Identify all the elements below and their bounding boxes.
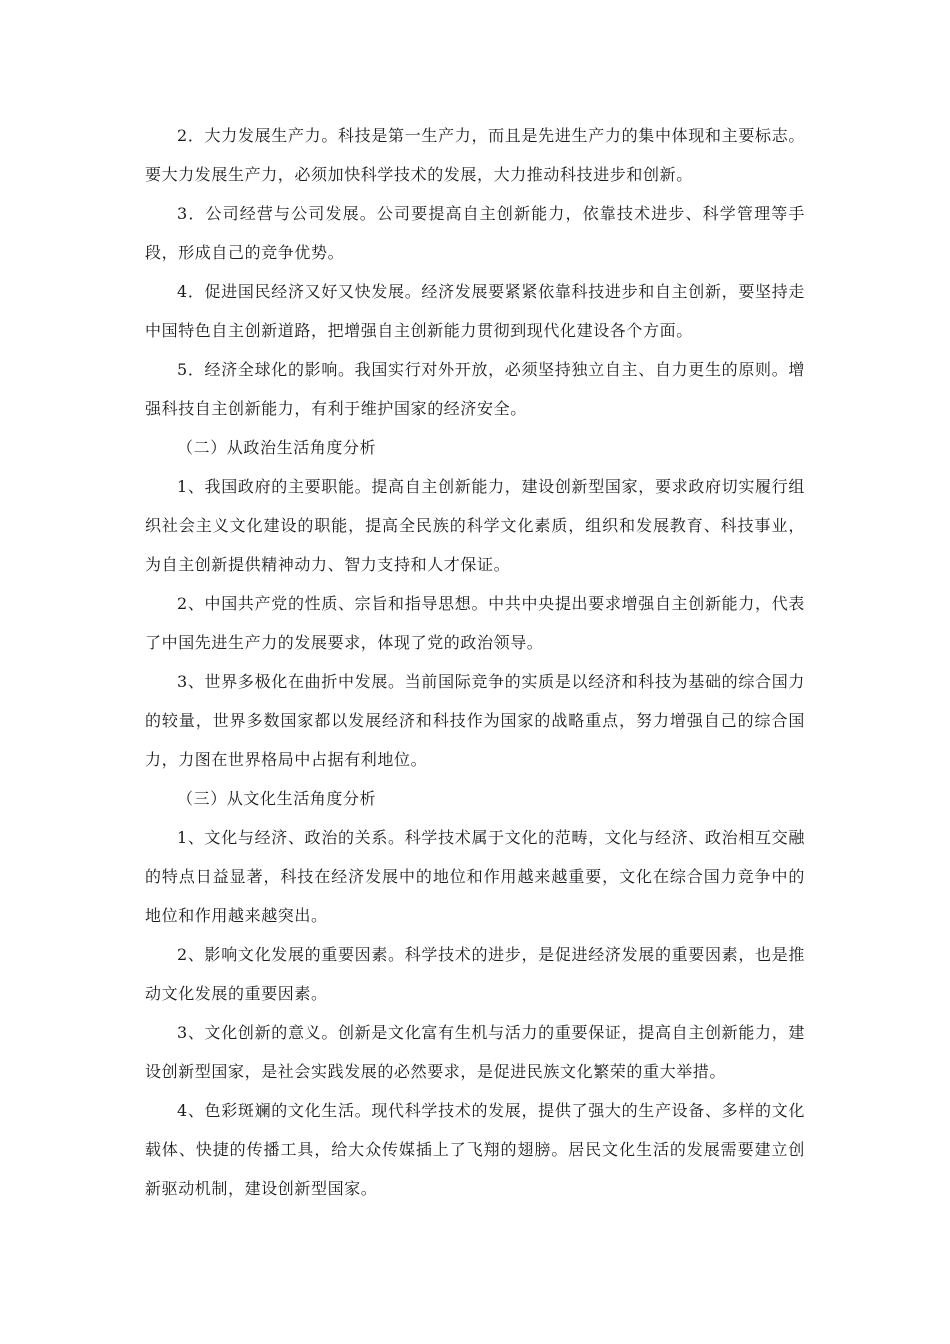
para-politics-1: 1、我国政府的主要职能。提高自主创新能力，建设创新型国家，要求政府切实履行组织社会主义文化建设的职能，提高全民族的科学文化素质，组织和发展教育、科技事业，为自主创新提供精神动力、智力支持和人才保证。 — [145, 477, 805, 574]
para-culture-4: 4、色彩斑斓的文化生活。现代科学技术的发展，提供了强大的生产设备、多样的文化载体、快捷的传播工具，给大众传媒插上了飞翔的翅膀。居民文化生活的发展需要建立创新驱动机制，建设创新型国家。 — [145, 1101, 805, 1198]
para-econ-2: 2．大力发展生产力。科技是第一生产力，而且是先进生产力的集中体现和主要标志。要大力发展生产力，必须加快科学技术的发展，大力推动科技进步和创新。 — [145, 126, 805, 184]
para-culture-2: 2、影响文化发展的重要因素。科学技术的进步，是促进经济发展的重要因素，也是推动文化发展的重要因素。 — [145, 945, 805, 1003]
para-culture-1: 1、文化与经济、政治的关系。科学技术属于文化的范畴，文化与经济、政治相互交融的特点日益显著，科技在经济发展中的地位和作用越来越重要，文化在综合国力竞争中的地位和作用越来越突出。 — [145, 828, 805, 925]
para-politics-3: 3、世界多极化在曲折中发展。当前国际竞争的实质是以经济和科技为基础的综合国力的较量，世界多数国家都以发展经济和科技作为国家的战略重点，努力增强自己的综合国力，力图在世界格局中占据有利地位。 — [145, 672, 805, 769]
para-culture-3: 3、文化创新的意义。创新是文化富有生机与活力的重要保证，提高自主创新能力，建设创新型国家，是社会实践发展的必然要求，是促进民族文化繁荣的重大举措。 — [145, 1023, 805, 1081]
para-econ-3: 3．公司经营与公司发展。公司要提高自主创新能力，依靠技术进步、科学管理等手段，形成自己的竞争优势。 — [145, 204, 805, 262]
document-body — [145, 116, 805, 1208]
section-heading-culture: （三）从文化生活角度分析 — [177, 789, 377, 808]
para-econ-5: 5．经济全球化的影响。我国实行对外开放，必须坚持独立自主、自力更生的原则。增强科技自主创新能力，有利于维护国家的经济安全。 — [145, 360, 805, 418]
para-politics-2: 2、中国共产党的性质、宗旨和指导思想。中共中央提出要求增强自主创新能力，代表了中国先进生产力的发展要求，体现了党的政治领导。 — [145, 594, 805, 652]
section-heading-politics: （二）从政治生活角度分析 — [177, 438, 377, 457]
para-econ-4: 4．促进国民经济又好又快发展。经济发展要紧紧依靠科技进步和自主创新，要坚持走中国特色自主创新道路，把增强自主创新能力贯彻到现代化建设各个方面。 — [145, 282, 805, 340]
